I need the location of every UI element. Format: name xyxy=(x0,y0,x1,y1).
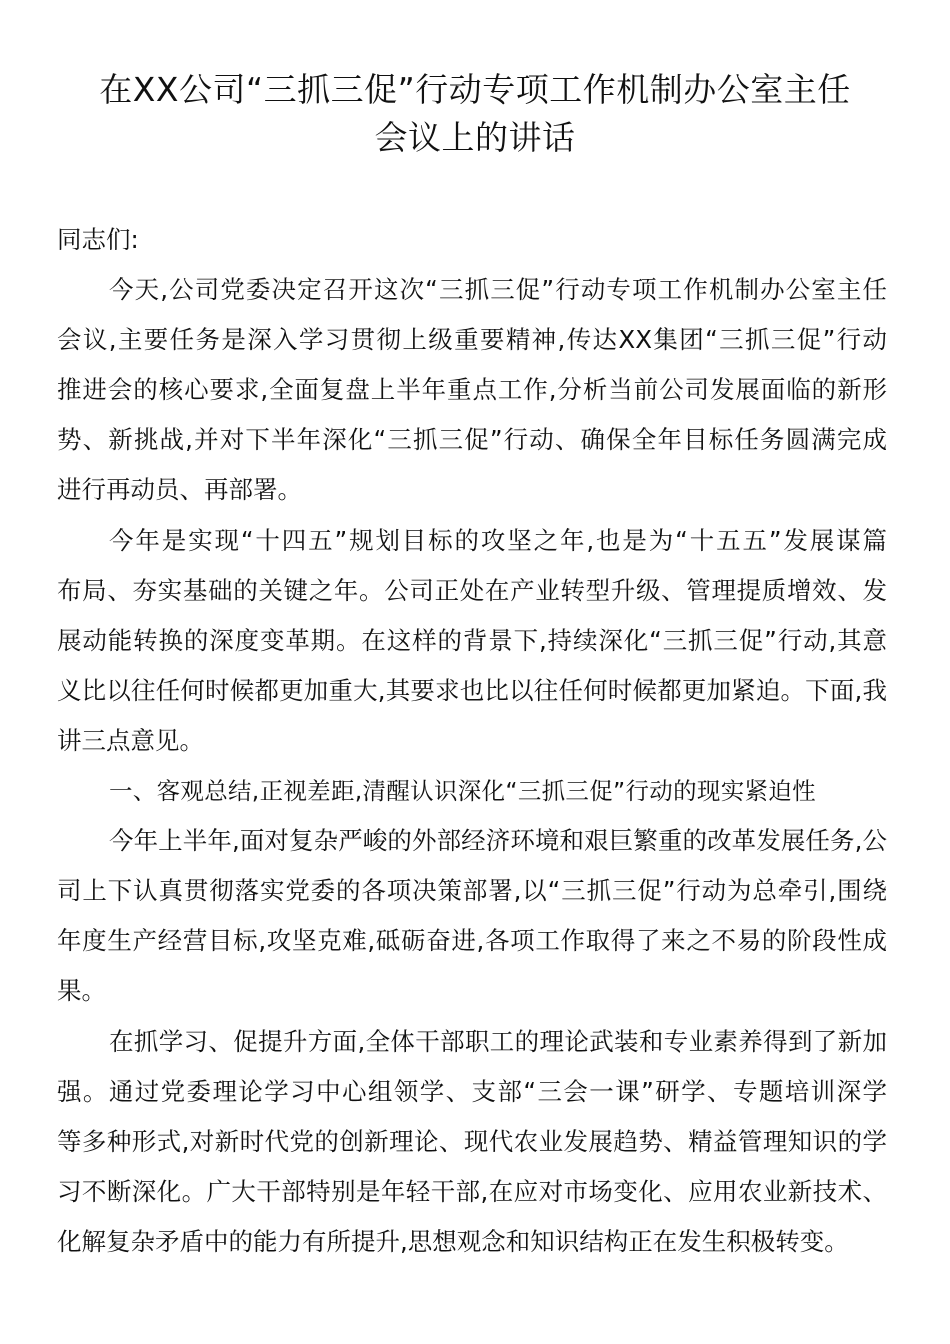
paragraph-line: 等多种形式,对新时代党的创新理论、现代农业发展趋势、精益管理知识的学 xyxy=(57,1126,887,1156)
paragraph-line: 今年上半年,面对复杂严峻的外部经济环境和艰巨繁重的改革发展任务,公 xyxy=(109,826,887,856)
paragraph-line: 习不断深化。广大干部特别是年轻干部,在应对市场变化、应用农业新技术、 xyxy=(57,1176,887,1206)
paragraph-line: 年度生产经营目标,攻坚克难,砥砺奋进,各项工作取得了来之不易的阶段性成 xyxy=(57,926,887,956)
paragraph-line: 果。 xyxy=(57,976,106,1006)
paragraph-line: 义比以往任何时候都更加重大,其要求也比以往任何时候都更加紧迫。下面,我 xyxy=(57,675,887,705)
section-heading-1 xyxy=(57,766,887,816)
paragraph-3 xyxy=(57,816,887,1016)
paragraph-2 xyxy=(57,516,887,766)
paragraph-line: 讲三点意见。 xyxy=(57,725,204,755)
title-line-2: 会议上的讲话 xyxy=(374,118,576,157)
paragraph-line: 化解复杂矛盾中的能力有所提升,思想观念和知识结构正在发生积极转变。 xyxy=(57,1226,849,1256)
paragraph-line: 推进会的核心要求,全面复盘上半年重点工作,分析当前公司发展面临的新形 xyxy=(57,375,887,405)
section-heading-text: 一、客观总结,正视差距,清醒认识深化“三抓三促”行动的现实紧迫性 xyxy=(109,777,816,806)
salutation: 同志们: xyxy=(57,225,139,254)
paragraph-line: 展动能转换的深度变革期。在这样的背景下,持续深化“三抓三促”行动,其意 xyxy=(57,625,887,655)
paragraph-4 xyxy=(57,1017,887,1267)
paragraph-line: 会议,主要任务是深入学习贯彻上级重要精神,传达XX集团“三抓三促”行动 xyxy=(57,325,887,355)
document-title xyxy=(50,66,900,162)
paragraph-line: 司上下认真贯彻落实党委的各项决策部署,以“三抓三促”行动为总牵引,围绕 xyxy=(57,876,887,906)
paragraph-line: 布局、夯实基础的关键之年。公司正处在产业转型升级、管理提质增效、发 xyxy=(57,575,887,605)
paragraph-line: 进行再动员、再部署。 xyxy=(57,475,302,505)
paragraph-line: 强。通过党委理论学习中心组领学、支部“三会一课”研学、专题培训深学 xyxy=(57,1076,887,1106)
paragraph-line: 在抓学习、促提升方面,全体干部职工的理论武装和专业素养得到了新加 xyxy=(109,1026,887,1056)
document-body xyxy=(57,215,887,1267)
paragraph-1 xyxy=(57,265,887,515)
title-line-1: 在XX公司“三抓三促”行动专项工作机制办公室主任 xyxy=(99,70,851,109)
paragraph-line: 今年是实现“十四五”规划目标的攻坚之年,也是为“十五五”发展谋篇 xyxy=(109,525,887,555)
paragraph-line: 势、新挑战,并对下半年深化“三抓三促”行动、确保全年目标任务圆满完成 xyxy=(57,425,887,455)
paragraph-line: 今天,公司党委决定召开这次“三抓三促”行动专项工作机制办公室主任 xyxy=(109,275,887,305)
